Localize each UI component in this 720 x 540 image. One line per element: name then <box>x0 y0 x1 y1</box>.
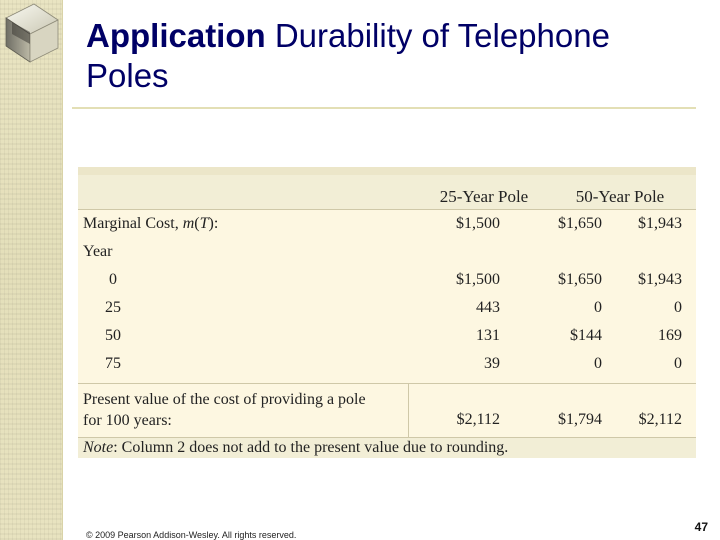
year-value: 75 <box>105 355 121 372</box>
cell-col2: 0 <box>594 299 602 316</box>
marginal-cost-label-text: Marginal Cost, <box>83 215 183 232</box>
cell-col3: 0 <box>674 355 682 372</box>
table-note <box>83 439 508 457</box>
present-value-label-line2: for 100 years: <box>83 412 172 429</box>
header-50-year-pole: 50-Year Pole <box>575 187 665 206</box>
page-number: 47 <box>694 520 708 534</box>
marginal-cost-paren-close: ): <box>208 215 219 232</box>
year-label: Year <box>83 243 113 260</box>
cell-col3: 0 <box>674 299 682 316</box>
table-top-bar <box>78 167 696 175</box>
year-value: 50 <box>105 327 121 344</box>
table-row <box>78 323 696 351</box>
marginal-cost-col3: $1,943 <box>638 215 682 232</box>
present-value-col3: $2,112 <box>638 411 682 428</box>
marginal-cost-label <box>83 215 218 233</box>
header-25-year-pole: 25-Year Pole <box>439 187 529 206</box>
table-note-row <box>78 437 696 458</box>
cell-col1: $1,500 <box>456 271 500 288</box>
title-text: Durability of Telephone Poles <box>86 17 610 94</box>
year-label-row <box>78 239 696 267</box>
present-value-col2: $1,794 <box>558 411 602 428</box>
table-divider <box>78 383 696 384</box>
marginal-cost-symbol-t: T <box>199 215 209 232</box>
note-prefix: Note <box>83 439 114 456</box>
present-value-row <box>78 407 696 435</box>
table-row <box>78 267 696 295</box>
copyright-notice: © 2009 Pearson Addison-Wesley. All rights reserved. <box>86 530 297 540</box>
table-row <box>78 295 696 323</box>
slide-title <box>86 16 686 96</box>
cell-col1: 443 <box>476 299 500 316</box>
note-text: : Column 2 does not add to the present value due to rounding. <box>113 439 509 456</box>
present-value-col1: $2,112 <box>456 411 500 428</box>
present-value-label-line1: Present value of the cost of providing a pole <box>83 391 366 408</box>
table-header-row <box>78 175 696 210</box>
year-value: 0 <box>109 271 117 288</box>
cell-col1: 131 <box>476 327 500 344</box>
marginal-cost-symbol-m: m <box>182 215 195 232</box>
cost-table <box>78 167 696 457</box>
marginal-cost-row <box>78 211 696 239</box>
cell-col3: $1,943 <box>638 271 682 288</box>
cell-col1: 39 <box>484 355 500 372</box>
title-emphasis: Application <box>86 17 266 54</box>
marginal-cost-paren-open: ( <box>194 215 200 232</box>
decorative-side-strip <box>0 0 63 540</box>
cell-col2: $1,650 <box>558 271 602 288</box>
cell-col2: $144 <box>570 327 602 344</box>
cell-col2: 0 <box>594 355 602 372</box>
table-row <box>78 351 696 379</box>
glass-cube-icon <box>0 0 62 64</box>
title-underline-rule <box>72 107 696 109</box>
cell-col3: 169 <box>658 327 682 344</box>
marginal-cost-col1: $1,500 <box>456 215 500 232</box>
year-value: 25 <box>105 299 121 316</box>
marginal-cost-col2: $1,650 <box>558 215 602 232</box>
